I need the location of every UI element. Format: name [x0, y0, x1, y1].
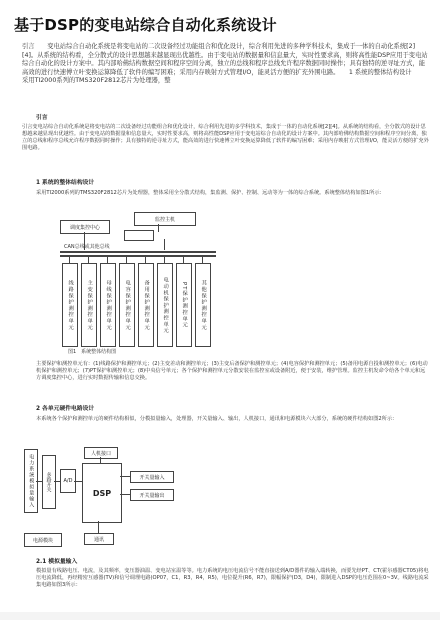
figure-1-system-structure — [58, 208, 226, 358]
power-module-box: 电源模块 — [24, 533, 62, 547]
monitor-screen-icon — [124, 230, 154, 241]
figure-1-paragraph: 主要保护和测控单元有：(1)线路保护和测控单元；(2)主变差动和测控单元；(3)主变后备保护和测控单元；(4)电容保护和测控单元；(5)备用电源自投和测控单元；(6)电动机保护和测控单元；(7)PT保护和测控单元；(8)中央信号单元；各个保护和测控单元分散安装在监控室或设备附近，便于安装，维护管理。监控主机发命令给各个单元和远方调度集控中心，进行实时数据传输和信息交换。 — [36, 361, 428, 381]
monitor-host-box: 监控主机 — [134, 212, 196, 226]
dispatch-center-box: 调度集控中心 — [60, 220, 110, 234]
section-1-body: 采用TI2000系列的TMS320F2812芯片为处理器，整体采用全分散式结构，集监测、保护、控制、远动等为一体的综合系统。系统整体结构如图1所示： — [36, 190, 385, 196]
mux-label: 多路开关 — [45, 472, 52, 492]
section-1-heading: 1 系统的整体结构设计 — [36, 180, 95, 186]
unit-other-protection: 其他保护测控单元 — [195, 263, 211, 347]
comm-box: 通讯 — [84, 533, 114, 545]
section-2-body: 本系统各个保护和测控单元的硬件结构相似，分模拟量输入，处理器，开关量输入、输出，人机接口，通讯和电源模块六大部分，系统的硬件结构如图2所示： — [36, 416, 398, 422]
unit-line-protection: 线路保护测控单元 — [62, 263, 78, 347]
hmi-box: 人机接口 — [84, 447, 118, 459]
page-title: 基于DSP的变电站综合自动化系统设计 — [14, 16, 277, 34]
dsp-box: DSP — [82, 463, 122, 523]
unit-motor-protection: 电动机保护测控单元 — [157, 263, 173, 347]
intro-paragraph: 引言 变电站综合自动化系统是将变电站的二次设备经过功能组合和优化设计，综合利用先进的多种学科技术，集成于一体的自动化系统[2][4]。从系统的结构看，全分散式的设计思想越来越显现出优越性。由于变电站的数据量和信息量大，实时性要求高，则将高性能DSP应用于变电站综合自动化的设计方案中。其内部哈佛结构数据空间和程序空间分离，独立的总线和程序总线允许程序数据同时操作；具有独特的逆寻址方式，能高效的进行快速傅立叶变换运算降低了软件的编写困难；采用内存映射方式管理I/O，能灵活方便的扩充外围电路。 1 系统的整体结构设计 采用TI2000系列的TMS320F2812芯片为处理器，整 — [22, 43, 428, 85]
section-2-heading: 2 各单元硬件电路设计 — [36, 406, 95, 412]
bus-label: CAN总线或其他总线 — [64, 244, 110, 250]
mux-box — [42, 455, 56, 509]
unit-busbar-protection: 母线保护测控单元 — [100, 263, 116, 347]
unit-backup-protection: 备用保护测控单元 — [138, 263, 154, 347]
unit-capacitor-protection: 电容保护测控单元 — [119, 263, 135, 347]
analog-input-label: 电力系统模拟量输入 — [24, 449, 38, 513]
page-footer-bar — [0, 612, 440, 620]
switch-input-box: 开关量输入 — [130, 471, 174, 483]
figure-2-hardware-structure — [22, 445, 192, 550]
switch-output-box: 开关量输出 — [130, 489, 174, 501]
figure-1-caption: 图1 系统整体结构图 — [68, 349, 117, 355]
intro-body: 引言变电站综合自动化系统是将变电站的二次设备经过功能组合和优化设计，综合利用先进的多学科技术，集成于一体的自动化系统[2][4]。从系统的结构看，全分散式的设计思想越来越显现出优越性。由于变电站的数据量和信息量大，实时性要求高，则将高性能DSP应用于变电站综合自动化的设计方案中。其内部哈佛结构数据空间和程序空间分离，独立的总线和程序总线允许程序数据同时操作；具有独特的逆寻址方式，能高效的进行快速傅立叶变换运算降低了软件的编写困难；采用内存映射方式管理I/O，能灵活方便的扩充外围电路。 — [22, 124, 429, 151]
unit-pt-protection: PT保护测控单元 — [176, 263, 192, 347]
intro-heading: 引言 — [36, 115, 48, 121]
section-2-1-heading: 2.1 模拟量输入 — [36, 559, 78, 565]
ad-box: A/D — [60, 469, 76, 493]
unit-transformer-protection: 主变保护测控单元 — [81, 263, 97, 347]
section-2-1-body: 模拟量有线路电压、电流，及其频率，变压器油温、变电站室温等等。电力系统的电压电流信号不能直接送到A/D器件的输入端转换，而要先经PT、CT(霍尔感器CT05)将电压电流降低，再经精密互感器(TV)和信号调理电路(OP07，C1，R3，R4，R5)，电位提升(R6，R7)，限幅保护(D3，D4)，限制进入DSP的电压范围在0~3V。线路电流采集电路如图3所示： — [36, 568, 429, 588]
